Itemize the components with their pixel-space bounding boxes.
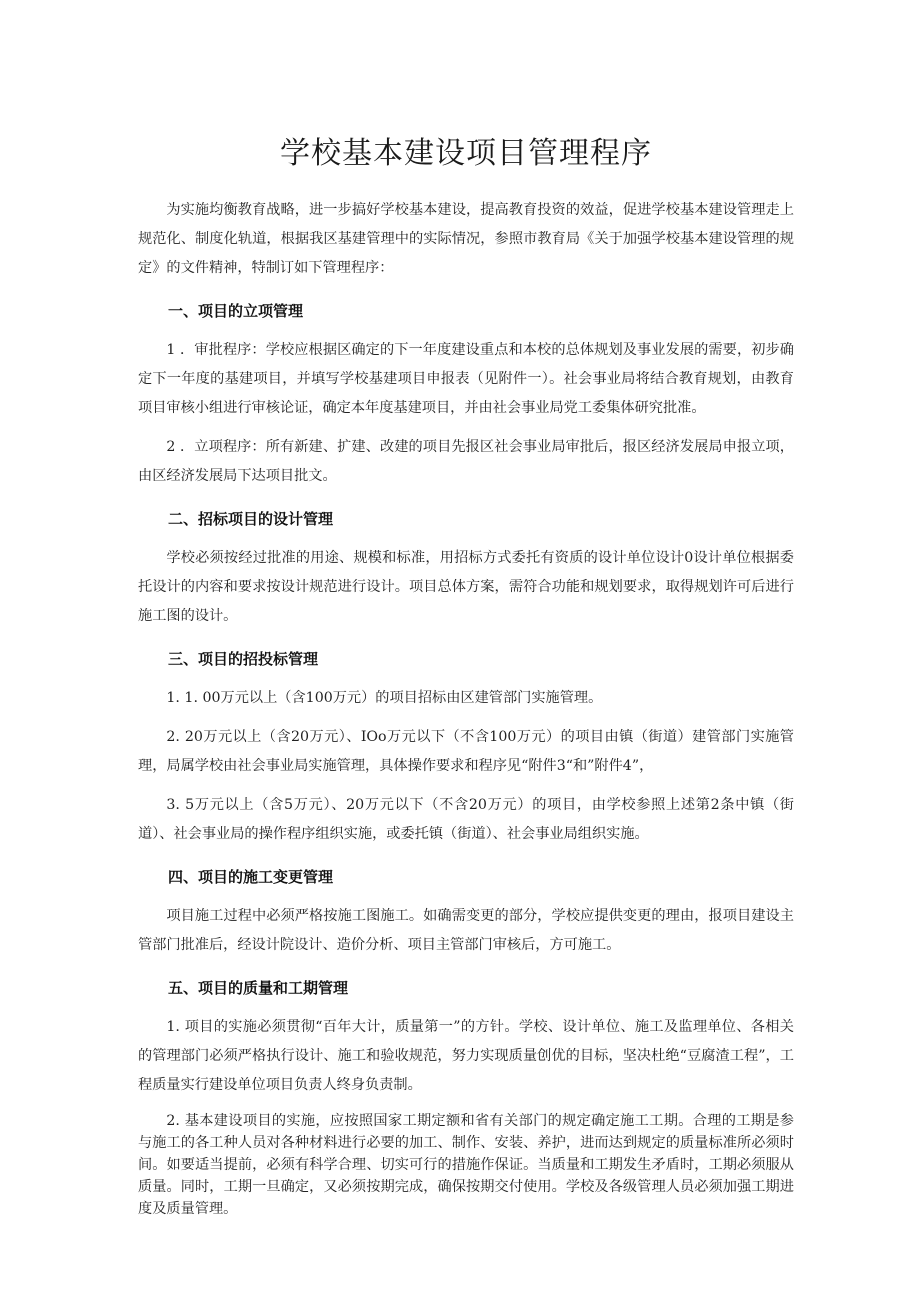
- section-paragraph: 1 ．审批程序：学校应根据区确定的下一年度建设重点和本校的总体规划及事业发展的需要，初步确定下一年度的基建项目，并填写学校基建项目申报表（见附件一）。社会事业局将结合教育规划，由教育项目审核小组进行审核论证，确定本年度基建项目，并由社会事业局党工委集体研究批准。: [138, 342, 794, 416]
- intro-paragraph: 为实施均衡教育战略，进一步搞好学校基本建设，提高教育投资的效益，促进学校基本建设管理走上规范化、制度化轨道，根据我区基建管理中的实际情况，参照市教育局《关于加强学校基本建设管理的规定》的文件精神，特制订如下管理程序：: [138, 202, 794, 276]
- section-paragraph: 1. 1. 00万元以上（含100万元）的项目招标由区建管部门实施管理。: [166, 690, 603, 706]
- section-project-approval: [138, 297, 794, 491]
- section-design-management: [138, 505, 794, 631]
- section-heading: 三、项目的招投标管理: [168, 650, 319, 668]
- section-paragraph: 项目施工过程中必须严格按施工图施工。如确需变更的部分，学校应提供变更的理由，报项目建设主管部门批准后，经设计院设计、造价分析、项目主管部门审核后，方可施工。: [138, 908, 794, 953]
- section-construction-change: [138, 863, 794, 960]
- section-paragraph: 2 ．立项程序：所有新建、扩建、改建的项目先报区社会事业局审批后，报区经济发展局申报立项，由区经济发展局下达项目批文。: [138, 439, 794, 484]
- section-paragraph: 1. 项目的实施必须贯彻“百年大计，质量第一”的方针。学校、设计单位、施工及监理单位、各相关的管理部门必须严格执行设计、施工和验收规范，努力实现质量创优的目标，坚决杜绝“豆腐渣工程”，工程质量实行建设单位项目负责人终身负责制。: [138, 1019, 794, 1093]
- section-bidding-management: [138, 645, 794, 849]
- section-heading: 一、项目的立项管理: [168, 302, 304, 320]
- section-paragraph: 3. 5万元以上（含5万元）、20万元以下（不含20万元）的项目，由学校参照上述第2条中镇（街道）、社会事业局的操作程序组织实施，或委托镇（街道）、社会事业局组织实施。: [138, 797, 794, 842]
- section-paragraph: 2. 基本建设项目的实施，应按照国家工期定额和省有关部门的规定确定施工工期。合理的工期是参与施工的各工种人员对各种材料进行必要的加工、制作、安装、养护，进而达到规定的质量标准所必须时间。如要适当提前，必须有科学合理、切实可行的措施作保证。当质量和工期发生矛盾时，工期必须服从质量。同时，工期一旦确定，又必须按期完成，确保按期交付使用。学校及各级管理人员必须加强工期进度及质量管理。: [138, 1113, 794, 1217]
- document-page: [138, 0, 794, 1220]
- section-paragraph: 2. 20万元以上（含20万元）、IOo万元以下（不含100万元）的项目由镇（街道）建管部门实施管理，局属学校由社会事业局实施管理，具体操作要求和程序见“附件3“和”附件4”，: [138, 729, 794, 774]
- section-paragraph: 学校必须按经过批准的用途、规模和标准，用招标方式委托有资质的设计单位设计0设计单位根据委托设计的内容和要求按设计规范进行设计。项目总体方案，需符合功能和规划要求，取得规划许可后进行施工图的设计。: [138, 550, 794, 624]
- section-heading: 四、项目的施工变更管理: [168, 868, 334, 886]
- section-quality-schedule: [138, 974, 794, 1220]
- document-title: 学校基本建设项目管理程序: [280, 136, 652, 171]
- section-heading: 五、项目的质量和工期管理: [168, 979, 349, 997]
- section-heading: 二、招标项目的设计管理: [168, 510, 334, 528]
